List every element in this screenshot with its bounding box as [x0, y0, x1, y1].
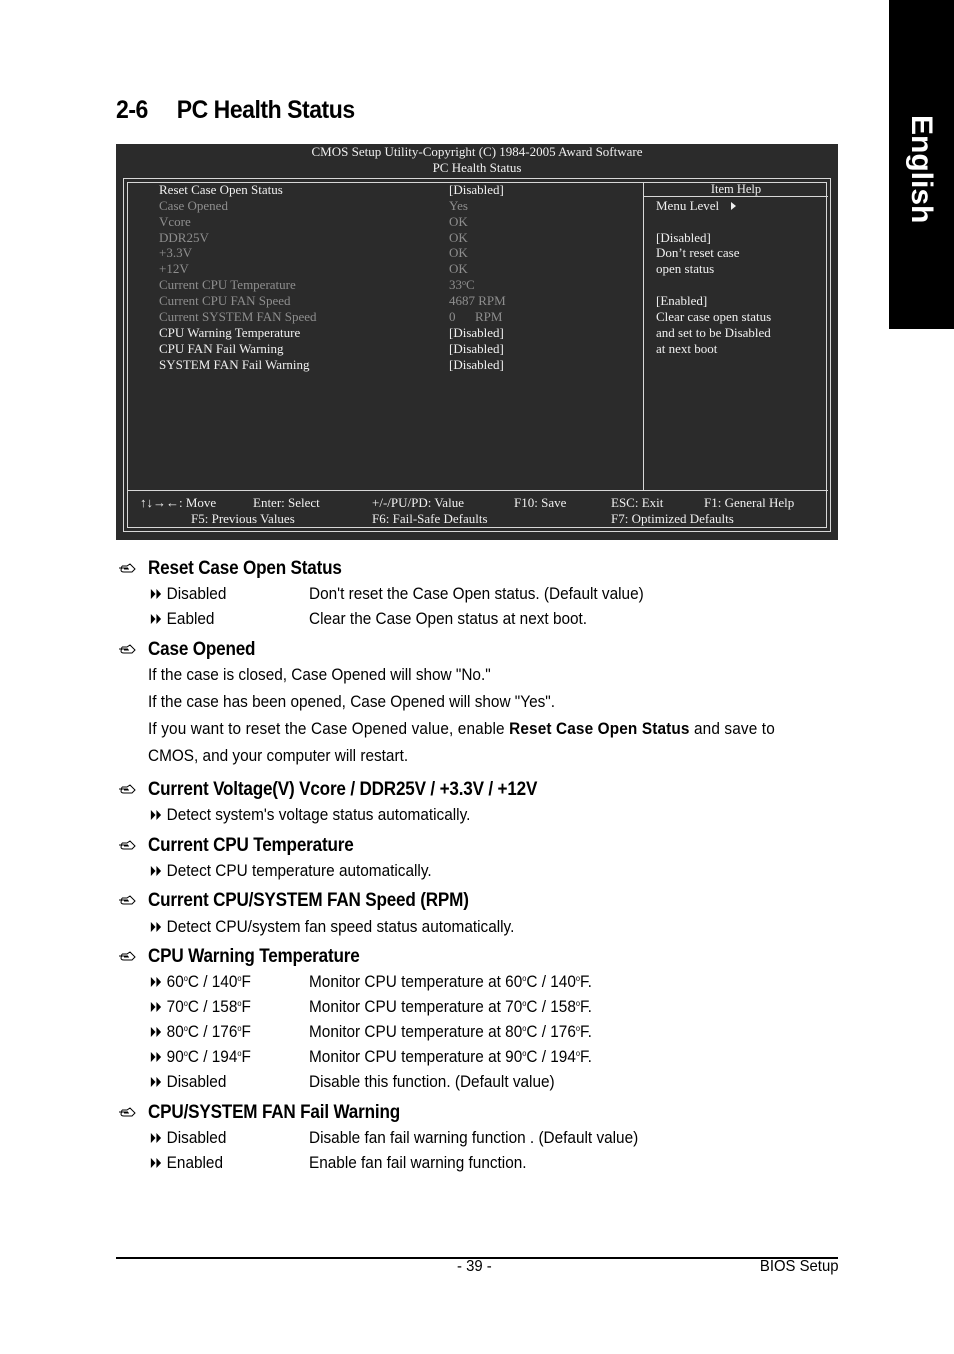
- key-move: ↑↓→←: Move: [140, 495, 217, 510]
- bios-header-title: PC Health Status: [432, 160, 522, 175]
- option-description: Disable this function. (Default value): [309, 1073, 555, 1091]
- help-menu-level: Menu Level: [656, 198, 736, 214]
- option-description: Monitor CPU temperature at 90$^o$C / 194$^o$F.: [309, 1048, 592, 1066]
- heading-current-fan-speed: Current CPU/SYSTEM FAN Speed (RPM): [148, 890, 469, 911]
- option-description: Monitor CPU temperature at 70$^o$C / 158$^o$F.: [309, 998, 592, 1016]
- paragraph-line: If the case has been opened, Case Opened will show "Yes".: [148, 693, 556, 711]
- heading-current-voltage: Current Voltage(V) Vcore / DDR25V / +3.3V / +12V: [148, 779, 538, 800]
- row-label: DDR25V: [159, 230, 209, 245]
- option-90c: 90$^o$C / 194$^o$F: [149, 1048, 251, 1067]
- paragraph-line: If you want to reset the Case Opened value, enable Reset Case Open Status and save to: [148, 720, 775, 738]
- row-value: 4687 RPM: [449, 293, 506, 308]
- row-value: OK: [449, 214, 468, 229]
- double-arrow-icon: [149, 1001, 164, 1013]
- option-disabled: Disabled: [149, 1073, 226, 1092]
- help-line: Clear case open status: [656, 309, 772, 324]
- option-description: Enable fan fail warning function.: [309, 1154, 527, 1172]
- double-arrow-icon: [149, 809, 164, 821]
- language-tab-label: English: [905, 115, 938, 224]
- option-disabled: Disabled: [149, 1129, 226, 1148]
- option-disabled: Disabled: [149, 585, 226, 604]
- pointing-hand-icon: [118, 563, 136, 575]
- row-label: CPU FAN Fail Warning: [159, 341, 284, 356]
- help-line: open status: [656, 261, 715, 276]
- pointing-hand-icon: [118, 895, 136, 907]
- row-label: SYSTEM FAN Fail Warning: [159, 357, 310, 372]
- double-arrow-icon: [149, 588, 164, 600]
- row-value: OK: [449, 245, 468, 260]
- help-line: [Disabled]: [656, 230, 711, 245]
- option-description: Disable fan fail warning function . (Default value): [309, 1129, 639, 1147]
- row-value: OK: [449, 261, 468, 276]
- row-label: CPU Warning Temperature: [159, 325, 301, 340]
- pointing-hand-icon: [118, 840, 136, 852]
- row-label: Vcore: [159, 214, 191, 229]
- heading-current-cpu-temperature: Current CPU Temperature: [148, 835, 354, 856]
- pointing-hand-icon: [118, 644, 136, 656]
- row-label: Case Opened: [159, 198, 228, 213]
- help-line: [Enabled]: [656, 293, 708, 308]
- menu-level-arrow-icon: [731, 202, 736, 210]
- row-label: +3.3V: [159, 245, 192, 260]
- key-save: F10: Save: [514, 495, 567, 510]
- pointing-hand-icon: [118, 1107, 136, 1119]
- row-label: Current SYSTEM FAN Speed: [159, 309, 317, 324]
- option-description: Detect system's voltage status automatically.: [149, 806, 470, 825]
- language-tab: [889, 0, 954, 329]
- key-exit: ESC: Exit: [611, 495, 664, 510]
- row-value: [Disabled]: [449, 357, 504, 372]
- option-enabled: Eabled: [149, 610, 214, 629]
- double-arrow-icon: [149, 865, 164, 877]
- section-title: [116, 96, 355, 125]
- paragraph-line: CMOS, and your computer will restart.: [148, 747, 409, 765]
- pointing-hand-icon: [118, 784, 136, 796]
- option-70c: 70$^o$C / 158$^o$F: [149, 998, 251, 1017]
- key-failsafe-defaults: F6: Fail-Safe Defaults: [372, 511, 488, 526]
- heading-cpu-warning-temperature: CPU Warning Temperature: [148, 946, 360, 967]
- option-description: Detect CPU temperature automatically.: [149, 862, 432, 881]
- item-help-title: Item Help: [644, 182, 828, 197]
- heading-reset-case-open-status: Reset Case Open Status: [148, 558, 342, 579]
- row-value: Yes: [449, 198, 468, 213]
- row-label: +12V: [159, 261, 189, 276]
- double-arrow-icon: [149, 1076, 164, 1088]
- heading-case-opened: Case Opened: [148, 639, 256, 660]
- double-arrow-icon: [149, 1132, 164, 1144]
- option-description: Monitor CPU temperature at 60$^o$C / 140$^o$F.: [309, 973, 592, 991]
- double-arrow-icon: [149, 1157, 164, 1169]
- row-value: [Disabled]: [449, 341, 504, 356]
- paragraph-line: If the case is closed, Case Opened will show "No.": [148, 666, 491, 684]
- pointing-hand-icon: [118, 951, 136, 963]
- bios-header-copyright: CMOS Setup Utility-Copyright (C) 1984-2005 Award Software: [311, 144, 643, 159]
- page-number: - 39 -: [457, 1258, 492, 1275]
- row-label: Current CPU Temperature: [159, 277, 296, 292]
- bios-panel-divider: [643, 182, 644, 490]
- double-arrow-icon: [149, 1051, 164, 1063]
- option-60c: 60$^o$C / 140$^o$F: [149, 973, 251, 992]
- key-previous-values: F5: Previous Values: [191, 511, 295, 526]
- help-line: at next boot: [656, 341, 718, 356]
- row-value: 0 RPM: [449, 309, 503, 324]
- key-help: F1: General Help: [704, 495, 795, 510]
- double-arrow-icon: [149, 613, 164, 625]
- key-optimized-defaults: F7: Optimized Defaults: [611, 511, 734, 526]
- option-description: Detect CPU/system fan speed status automatically.: [149, 918, 514, 937]
- option-description: Clear the Case Open status at next boot.: [309, 610, 588, 628]
- row-label: Reset Case Open Status: [159, 182, 283, 197]
- double-arrow-icon: [149, 1026, 164, 1038]
- help-line: Don’t reset case: [656, 245, 740, 260]
- option-description: Don't reset the Case Open status. (Default value): [309, 585, 644, 603]
- double-arrow-icon: [149, 976, 164, 988]
- bios-footer-divider: [127, 490, 828, 491]
- option-description: Monitor CPU temperature at 80$^o$C / 176$^o$F.: [309, 1023, 592, 1041]
- bios-screen: [116, 144, 838, 540]
- key-enter: Enter: Select: [253, 495, 320, 510]
- row-value: OK: [449, 230, 468, 245]
- option-80c: 80$^o$C / 176$^o$F: [149, 1023, 251, 1042]
- heading-fan-fail-warning: CPU/SYSTEM FAN Fail Warning: [148, 1102, 400, 1123]
- section-name: PC Health Status: [176, 96, 355, 124]
- option-enabled: Enabled: [149, 1154, 223, 1173]
- row-value: [Disabled]: [449, 182, 504, 197]
- row-value: 33$^o$C: [449, 277, 475, 292]
- row-value: [Disabled]: [449, 325, 504, 340]
- help-line: and set to be Disabled: [656, 325, 771, 340]
- footer-chapter: BIOS Setup: [759, 1258, 838, 1275]
- double-arrow-icon: [149, 921, 164, 933]
- section-number: 2-6: [116, 96, 148, 124]
- key-value: +/-/PU/PD: Value: [372, 495, 464, 510]
- row-label: Current CPU FAN Speed: [159, 293, 291, 308]
